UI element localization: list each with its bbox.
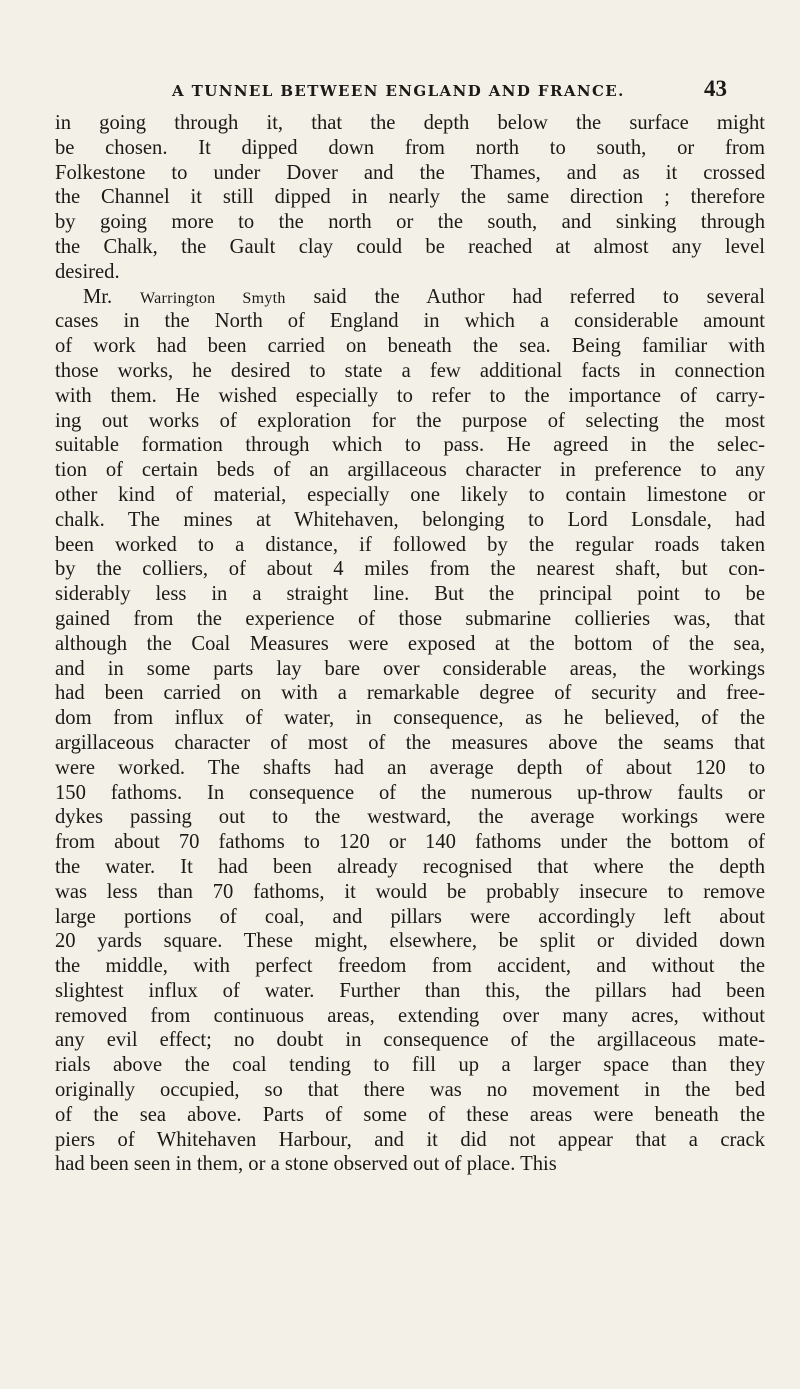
text-line: by the colliers, of about 4 miles from the nearest shaft, but con- <box>55 558 765 581</box>
text-line: of work had been carried on beneath the sea. Being familiar with <box>55 335 765 358</box>
text-line: with them. He wished especially to refer to the importance of carry- <box>55 384 765 407</box>
text-line: the Chalk, the Gault clay could be reached at almost any level <box>55 235 765 258</box>
text-line: although the Coal Measures were exposed at the bottom of the sea, <box>55 632 765 655</box>
text-line: were worked. The shafts had an average depth of about 120 to <box>55 756 765 779</box>
text-line: slightest influx of water. Further than this, the pillars had been <box>55 979 765 1002</box>
page-number: 43 <box>704 76 727 101</box>
text-line: the middle, with perfect freedom from accident, and without the <box>55 955 765 978</box>
paragraph-2 <box>55 285 765 1178</box>
text-line: in going through it, that the depth below the surface might <box>55 112 765 134</box>
text-line: large portions of coal, and pillars were accordingly left about <box>55 905 765 928</box>
running-title: A TUNNEL BETWEEN ENGLAND AND FRANCE. <box>172 82 625 100</box>
text-line: removed from continuous areas, extending over many acres, without <box>55 1004 765 1027</box>
text-line: of the sea above. Parts of some of these areas were beneath the <box>55 1103 765 1126</box>
text-line: ing out works of exploration for the purpose of selecting the most <box>55 409 765 432</box>
running-head <box>0 74 800 106</box>
text-line: dykes passing out to the westward, the average workings were <box>55 806 765 829</box>
text-line: rials above the coal tending to fill up a larger space than they <box>55 1054 765 1077</box>
text-line: cases in the North of England in which a considerable amount <box>55 310 765 333</box>
text-line: piers of Whitehaven Harbour, and it did not appear that a crack <box>55 1128 765 1151</box>
text-line: tion of certain beds of an argillaceous character in preference to any <box>55 459 765 482</box>
opening-line-text: said the Author had referred to several <box>313 285 765 308</box>
body-text <box>55 111 765 1177</box>
text-line: argillaceous character of most of the measures above the seams that <box>55 731 765 754</box>
text-line: and in some parts lay bare over considerable areas, the workings <box>55 657 765 680</box>
text-line: gained from the experience of those submarine collieries was, that <box>55 607 765 630</box>
text-line: dom from influx of water, in consequence, as he believed, of the <box>55 707 765 730</box>
speaker-name: Warrington Smyth <box>139 289 286 307</box>
text-line: any evil effect; no doubt in consequence of the argillaceous mate- <box>55 1029 765 1052</box>
text-line: Folkestone to under Dover and the Thames, and as it crossed <box>55 161 765 184</box>
text-line: by going more to the north or the south, and sinking through <box>55 211 765 234</box>
text-line: siderably less in a straight line. But the principal point to be <box>55 583 765 606</box>
text-line: 150 fathoms. In consequence of the numerous up-throw faults or <box>55 781 765 804</box>
text-line: was less than 70 fathoms, it would be probably insecure to remove <box>55 880 765 903</box>
paragraph-1 <box>55 111 765 285</box>
text-line: had been carried on with a remarkable degree of security and free- <box>55 682 765 705</box>
text-line: the water. It had been already recognised that where the depth <box>55 855 765 878</box>
text-line: had been seen in them, or a stone observed out of place. This <box>55 1153 557 1176</box>
paragraph-opening-line <box>55 285 765 310</box>
speaker-title: Mr. <box>83 285 113 308</box>
text-line: from about 70 fathoms to 120 or 140 fathoms under the bottom of <box>55 831 765 854</box>
text-line: originally occupied, so that there was no movement in the bed <box>55 1079 765 1102</box>
text-line: be chosen. It dipped down from north to south, or from <box>55 136 765 159</box>
text-line: been worked to a distance, if followed by the regular roads taken <box>55 533 765 556</box>
text-line: 20 yards square. These might, elsewhere, be split or divided down <box>55 930 765 953</box>
text-line: chalk. The mines at Whitehaven, belonging to Lord Lonsdale, had <box>55 508 765 531</box>
text-line: suitable formation through which to pass. He agreed in the selec- <box>55 434 765 457</box>
text-line: other kind of material, especially one likely to contain limestone or <box>55 483 765 506</box>
text-line: those works, he desired to state a few additional facts in connection <box>55 359 765 382</box>
text-line: desired. <box>55 260 120 283</box>
text-line: the Channel it still dipped in nearly the same direction ; therefore <box>55 186 765 209</box>
